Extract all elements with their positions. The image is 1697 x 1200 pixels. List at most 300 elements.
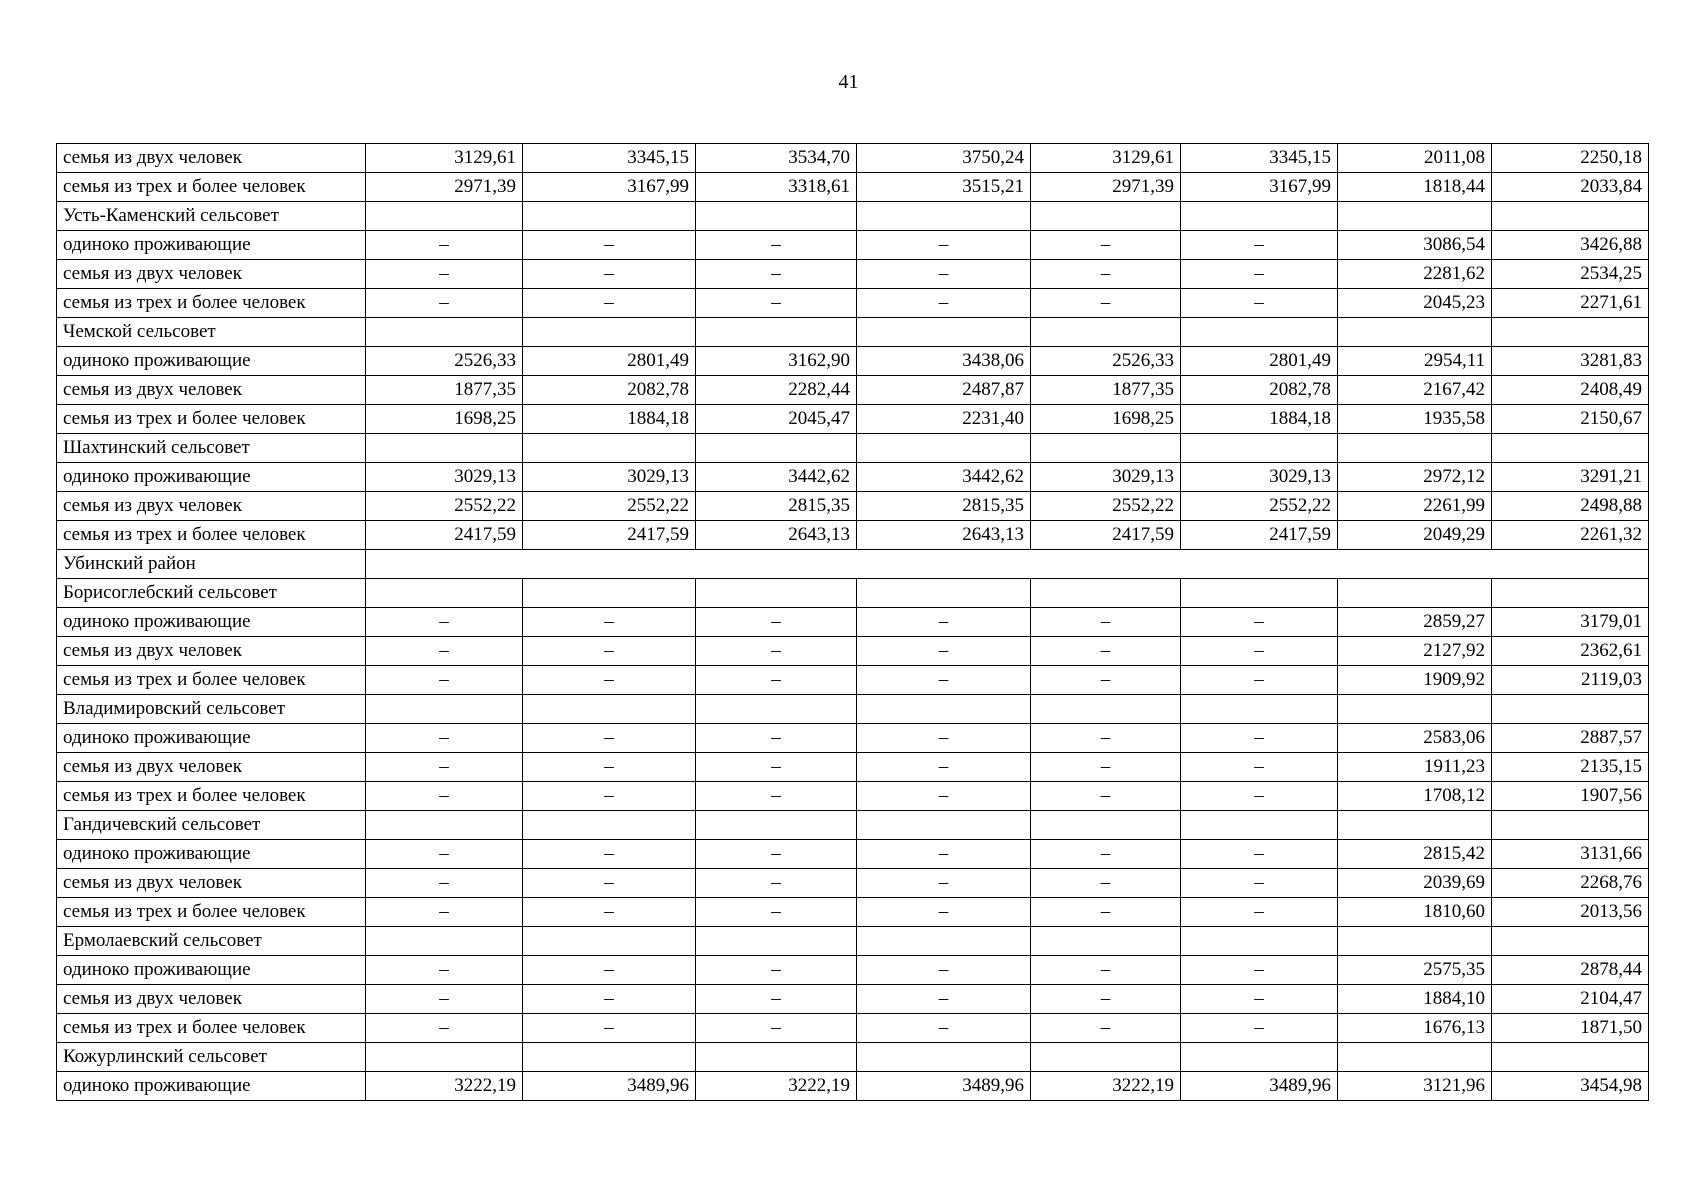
table-cell [523,927,696,956]
row-label: Гандичевский сельсовет [57,811,366,840]
table-cell: – [523,956,696,985]
table-row [57,347,1649,376]
merged-cell [366,550,1649,579]
table-cell [1031,927,1181,956]
table-cell: – [366,898,523,927]
table-cell: – [366,1014,523,1043]
table-cell [1181,811,1338,840]
table-cell: – [696,840,857,869]
table-cell: 2487,87 [857,376,1031,405]
table-cell: – [696,231,857,260]
table-cell [1492,318,1649,347]
row-label: семья из трех и более человек [57,666,366,695]
table-cell: 2815,35 [857,492,1031,521]
table-cell: 2534,25 [1492,260,1649,289]
table-cell [696,434,857,463]
table-cell: – [857,231,1031,260]
row-label: семья из трех и более человек [57,405,366,434]
table-cell: 3179,01 [1492,608,1649,637]
table-cell [1338,811,1492,840]
table-cell [366,202,523,231]
table-cell: – [523,1014,696,1043]
table-cell: – [857,289,1031,318]
table-cell: 2801,49 [523,347,696,376]
table-cell: 1708,12 [1338,782,1492,811]
table-cell: 2552,22 [523,492,696,521]
table-cell: – [523,289,696,318]
table-cell [523,695,696,724]
table-cell [1031,202,1181,231]
table-cell: – [696,260,857,289]
table-cell: – [696,724,857,753]
table-cell [857,1043,1031,1072]
table-cell: 3345,15 [1181,144,1338,173]
table-cell [1031,1043,1181,1072]
table-cell: – [696,956,857,985]
table-cell: 3515,21 [857,173,1031,202]
table-cell: – [857,956,1031,985]
row-label: одиноко проживающие [57,956,366,985]
table-cell: – [366,985,523,1014]
table-cell: 2135,15 [1492,753,1649,782]
table-cell [366,811,523,840]
table-cell: 2127,92 [1338,637,1492,666]
table-cell: – [523,869,696,898]
table-row [57,318,1649,347]
table-cell [1338,927,1492,956]
table-cell [1492,927,1649,956]
page-number: 41 [838,71,859,93]
table-row [57,724,1649,753]
table-cell: – [696,637,857,666]
table-cell: 3162,90 [696,347,857,376]
table-cell: 1676,13 [1338,1014,1492,1043]
table-row [57,840,1649,869]
table-cell [1181,1043,1338,1072]
table-cell: 2261,99 [1338,492,1492,521]
table-cell: 2104,47 [1492,985,1649,1014]
table-cell [366,579,523,608]
table-cell [1492,695,1649,724]
table-row [57,608,1649,637]
table-cell: – [1181,666,1338,695]
table-cell: 2231,40 [857,405,1031,434]
table-cell: 2526,33 [1031,347,1181,376]
row-label: одиноко проживающие [57,840,366,869]
table-cell: 2552,22 [1031,492,1181,521]
table-cell: – [696,898,857,927]
table-cell: 3454,98 [1492,1072,1649,1101]
table-cell [1031,434,1181,463]
table-cell: – [523,608,696,637]
table-cell: 2261,32 [1492,521,1649,550]
table-cell: – [1031,898,1181,927]
row-label: Усть-Каменский сельсовет [57,202,366,231]
table-cell: 2119,03 [1492,666,1649,695]
table-cell: – [1181,956,1338,985]
table-cell [857,927,1031,956]
table-cell: 3029,13 [523,463,696,492]
table-cell: – [857,724,1031,753]
table-cell [696,927,857,956]
table-cell: – [523,840,696,869]
table-cell [366,318,523,347]
table-cell: 1909,92 [1338,666,1492,695]
table-row [57,637,1649,666]
table-cell: 1871,50 [1492,1014,1649,1043]
table-cell [696,318,857,347]
table-cell [857,579,1031,608]
table-cell: 1884,18 [523,405,696,434]
row-label: одиноко проживающие [57,463,366,492]
table-cell: – [1031,289,1181,318]
table-cell: – [366,608,523,637]
table-row [57,144,1649,173]
table-cell: – [1031,753,1181,782]
table-cell: – [523,666,696,695]
table-cell: 3086,54 [1338,231,1492,260]
table-cell: 2408,49 [1492,376,1649,405]
table-cell: 2150,67 [1492,405,1649,434]
table-cell: 3129,61 [1031,144,1181,173]
table-cell: – [1031,724,1181,753]
table-cell: 3121,96 [1338,1072,1492,1101]
table-cell [1181,927,1338,956]
table-cell: – [1181,724,1338,753]
table-row [57,811,1649,840]
table-cell: 2878,44 [1492,956,1649,985]
table-cell [1492,811,1649,840]
table-row [57,1072,1649,1101]
row-label: семья из двух человек [57,144,366,173]
table-cell [1338,434,1492,463]
table-cell: 2643,13 [696,521,857,550]
table-cell: – [1181,637,1338,666]
row-label: семья из трех и более человек [57,521,366,550]
table-row [57,521,1649,550]
table-row [57,289,1649,318]
table-row [57,376,1649,405]
table-cell: – [1181,1014,1338,1043]
table-cell: 2082,78 [1181,376,1338,405]
row-label: одиноко проживающие [57,1072,366,1101]
table-row [57,550,1649,579]
row-label: Ермолаевский сельсовет [57,927,366,956]
table-cell: 2971,39 [366,173,523,202]
table-cell: 3129,61 [366,144,523,173]
table-cell: 3489,96 [523,1072,696,1101]
table-row [57,782,1649,811]
table-cell: – [366,260,523,289]
table-cell: 2011,08 [1338,144,1492,173]
table-cell: – [1031,666,1181,695]
table-cell: 3442,62 [696,463,857,492]
table-cell: – [857,869,1031,898]
table-cell [1492,1043,1649,1072]
table-cell: 3750,24 [857,144,1031,173]
table-row [57,202,1649,231]
table-cell: – [857,637,1031,666]
table-cell: 3029,13 [1031,463,1181,492]
table-row [57,1043,1649,1072]
table-cell: 3426,88 [1492,231,1649,260]
table-cell: – [1031,1014,1181,1043]
row-label: одиноко проживающие [57,347,366,376]
table-cell: 1907,56 [1492,782,1649,811]
table-cell: – [1031,985,1181,1014]
table-cell: – [366,753,523,782]
table-cell [366,695,523,724]
table-cell: 3281,83 [1492,347,1649,376]
table-cell: 2552,22 [366,492,523,521]
table-cell [696,202,857,231]
table-cell: 1818,44 [1338,173,1492,202]
table-cell [366,927,523,956]
table-cell: 3291,21 [1492,463,1649,492]
table-cell [1338,202,1492,231]
table-cell: 2082,78 [523,376,696,405]
table-cell [1181,318,1338,347]
table-cell: – [366,289,523,318]
table-cell: – [696,753,857,782]
table-cell: – [366,724,523,753]
table-cell: – [1031,840,1181,869]
table-cell: 3167,99 [523,173,696,202]
row-label: Борисоглебский сельсовет [57,579,366,608]
table-cell: – [366,666,523,695]
table-cell: – [857,898,1031,927]
table-cell: – [1181,840,1338,869]
table-cell: – [366,231,523,260]
table-cell [523,202,696,231]
table-cell [523,811,696,840]
table-cell: 2575,35 [1338,956,1492,985]
row-label: семья из двух человек [57,492,366,521]
table-cell: – [696,1014,857,1043]
table-cell: – [1031,869,1181,898]
table-cell: 1810,60 [1338,898,1492,927]
table-cell: 2362,61 [1492,637,1649,666]
table-cell: – [857,1014,1031,1043]
row-label: семья из трех и более человек [57,782,366,811]
table-row [57,956,1649,985]
table-cell: 3029,13 [1181,463,1338,492]
table-cell: – [857,985,1031,1014]
table-cell: – [1031,637,1181,666]
row-label: одиноко проживающие [57,608,366,637]
table-cell: 3131,66 [1492,840,1649,869]
table-cell: 3318,61 [696,173,857,202]
table-row [57,231,1649,260]
table-row [57,173,1649,202]
table-cell: 2801,49 [1181,347,1338,376]
table-cell [366,434,523,463]
table-row [57,898,1649,927]
row-label: семья из двух человек [57,985,366,1014]
table-row [57,927,1649,956]
table-row [57,434,1649,463]
table-cell [1181,434,1338,463]
table-cell: 3345,15 [523,144,696,173]
table-cell: – [1181,289,1338,318]
table-cell: 2643,13 [857,521,1031,550]
table-cell [1031,579,1181,608]
table-cell: 2815,35 [696,492,857,521]
table-cell: – [696,985,857,1014]
table-cell: 3222,19 [366,1072,523,1101]
table-cell: 2583,06 [1338,724,1492,753]
table-cell: – [857,260,1031,289]
row-label: семья из трех и более человек [57,173,366,202]
table-cell: – [1181,753,1338,782]
table-cell: – [857,840,1031,869]
table-cell: 2417,59 [523,521,696,550]
table-cell: 2859,27 [1338,608,1492,637]
table-cell: 1911,23 [1338,753,1492,782]
table-row [57,405,1649,434]
table-cell: – [366,782,523,811]
table-cell: – [366,840,523,869]
table-cell: – [523,231,696,260]
table-cell: – [857,753,1031,782]
table-cell: – [696,782,857,811]
row-label: Владимировский сельсовет [57,695,366,724]
table-cell: – [1181,985,1338,1014]
table-cell: – [523,898,696,927]
table-cell: – [523,782,696,811]
table-cell: 2049,29 [1338,521,1492,550]
table-cell: – [696,289,857,318]
table-cell: 2281,62 [1338,260,1492,289]
table-cell: – [523,724,696,753]
table-cell: – [366,869,523,898]
table-cell: 1884,10 [1338,985,1492,1014]
table-cell: 2033,84 [1492,173,1649,202]
table-cell: – [1031,231,1181,260]
row-label: Убинский район [57,550,366,579]
table-cell: – [1031,956,1181,985]
table-cell: – [857,608,1031,637]
row-label: семья из двух человек [57,869,366,898]
table-row [57,985,1649,1014]
table-cell: 2271,61 [1492,289,1649,318]
table-cell [1031,811,1181,840]
table-cell [1338,579,1492,608]
table-cell [857,695,1031,724]
table-cell: 1698,25 [1031,405,1181,434]
table-cell [1338,1043,1492,1072]
table-row [57,695,1649,724]
row-label: семья из трех и более человек [57,898,366,927]
table-cell: – [1031,608,1181,637]
table-cell: 2887,57 [1492,724,1649,753]
table-cell: – [696,869,857,898]
table-cell: 2268,76 [1492,869,1649,898]
row-label: семья из двух человек [57,376,366,405]
data-table [56,143,1649,1101]
table-cell: 2282,44 [696,376,857,405]
table-cell: – [366,956,523,985]
table-cell: 3222,19 [696,1072,857,1101]
table-cell: 2498,88 [1492,492,1649,521]
table-cell [696,579,857,608]
table-cell [696,1043,857,1072]
row-label: семья из двух человек [57,260,366,289]
row-label: семья из трех и более человек [57,289,366,318]
table-cell [523,318,696,347]
table-cell: – [523,637,696,666]
table-cell: 2250,18 [1492,144,1649,173]
row-label: Чемской сельсовет [57,318,366,347]
table-cell [366,1043,523,1072]
table-cell [1492,434,1649,463]
table-cell: 1698,25 [366,405,523,434]
table-cell: 2045,47 [696,405,857,434]
table-cell: 2013,56 [1492,898,1649,927]
row-label: одиноко проживающие [57,231,366,260]
row-label: Шахтинский сельсовет [57,434,366,463]
table-cell: 2039,69 [1338,869,1492,898]
row-label: семья из двух человек [57,637,366,666]
table-cell [696,695,857,724]
table-row [57,260,1649,289]
table-cell: 3167,99 [1181,173,1338,202]
table-cell [1031,318,1181,347]
table-cell: – [1181,608,1338,637]
row-label: одиноко проживающие [57,724,366,753]
table-cell: 2972,12 [1338,463,1492,492]
table-body [57,144,1649,1101]
table-cell: – [1181,260,1338,289]
table-cell: – [696,666,857,695]
table-cell: 2417,59 [366,521,523,550]
table-cell: 1884,18 [1181,405,1338,434]
table-cell: – [696,608,857,637]
table-row [57,666,1649,695]
table-cell: – [523,985,696,1014]
table-cell: 3442,62 [857,463,1031,492]
table-cell: – [366,637,523,666]
table-cell: – [857,782,1031,811]
table-cell: – [1031,260,1181,289]
table-cell [1338,695,1492,724]
table-row [57,753,1649,782]
table-row [57,492,1649,521]
table-cell: 3222,19 [1031,1072,1181,1101]
table-cell: – [1181,782,1338,811]
row-label: Кожурлинский сельсовет [57,1043,366,1072]
table-cell: – [1031,782,1181,811]
table-cell: – [1181,231,1338,260]
table-cell [1181,579,1338,608]
table-cell [1338,318,1492,347]
table-row [57,869,1649,898]
table-cell: 2045,23 [1338,289,1492,318]
table-cell: 3489,96 [1181,1072,1338,1101]
table-cell: 3489,96 [857,1072,1031,1101]
table-cell [1181,202,1338,231]
table-cell [523,1043,696,1072]
table-cell [696,811,857,840]
table-cell: – [523,753,696,782]
table-cell [1492,202,1649,231]
table-row [57,579,1649,608]
table-cell [1031,695,1181,724]
table-cell: 3534,70 [696,144,857,173]
table-cell [1181,695,1338,724]
table-cell: – [1181,898,1338,927]
table-cell: 1877,35 [1031,376,1181,405]
